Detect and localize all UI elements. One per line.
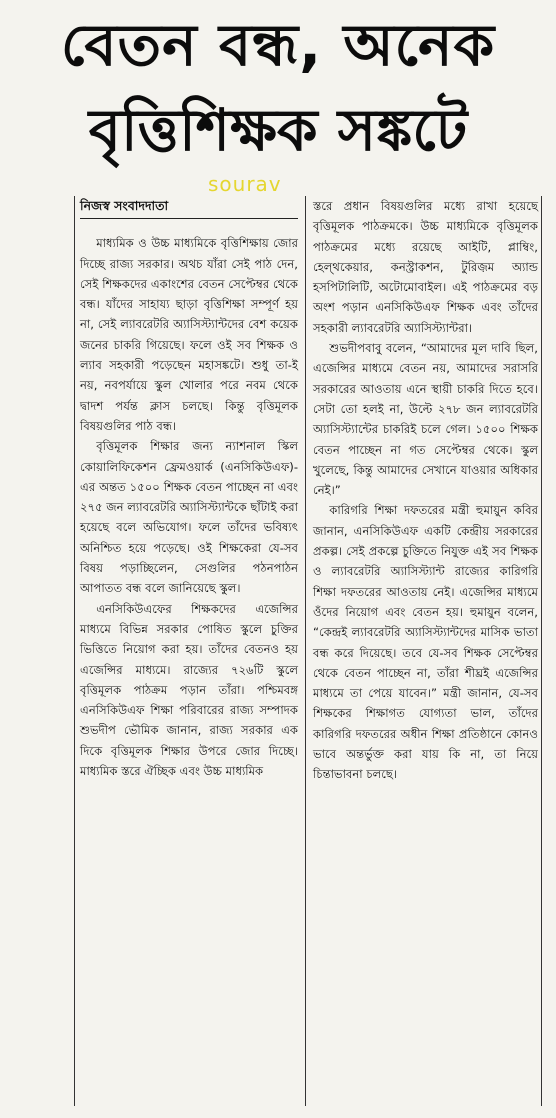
paragraph: কারিগরি শিক্ষা দফতরের মন্ত্রী হুমায়ুন কবির জানান, এনসিকিউএফ একটি কেন্দ্রীয় সরকারের প্রকল্প। সেই প্রকল্পে চুক্তিতে নিযুক্ত এই সব শিক্ষক ও ল্যাবরেটরি অ্যাসিস্ট্যান্ট রাজ্যের কারিগরি শিক্ষা দফতরের আওতায় নেই। এজেন্সির মাধ্যমে ওঁদের নিয়োগ এবং বেতন হয়। হুমায়ুন বলেন, “কেন্দ্রই ল্যাবরেটরি অ্যাসিস্ট্যান্টদের মাসিক ভাতা বন্ধ করে দিয়েছে। তবে যে-সব শিক্ষক সেপ্টেম্বর থেকে বেতন পাচ্ছেন না, তাঁরা শীঘ্রই এজেন্সির মাধ্যমে তা পেয়ে যাবেন।” মন্ত্রী জানান, যে-সব শিক্ষকের শিক্ষাগত যোগ্যতা ভাল, তাঁদের কারিগরি দফতরের অধীন শিক্ষা প্রতিষ্ঠানে কোনও ভাবে অন্তর্ভুক্ত করা যায় কি না, তা নিয়ে চিন্তাভাবনা চলছে। <box>313 503 538 782</box>
watermark-text: sourav <box>208 172 282 196</box>
column-divider-left <box>74 196 75 1106</box>
headline-line-2: বৃত্তিশিক্ষক সঙ্কটে <box>88 96 468 164</box>
column-divider-right <box>541 196 542 1106</box>
paragraph: শুভদীপবাবু বলেন, “আমাদের মূল দাবি ছিল, এজেন্সির মাধ্যমে বেতন নয়, আমাদের সরাসরি সরকারের আওতায় এনে স্থায়ী চাকরি দিতে হবে। সেটা তো হলই না, উল্টে ২৭৮ জন ল্যাবরেটরি অ্যাসিস্ট্যান্টের চাকরিই চলে গেল। ১৫০০ শিক্ষক বেতন পাচ্ছেন না গত সেপ্টেম্বর থেকে। স্কুল খুলেছে, কিন্তু আমাদের সেখানে যাওয়ার অধিকার নেই।” <box>313 341 538 498</box>
paragraph: বৃত্তিমূলক শিক্ষার জন্য ন্যাশনাল স্কিল কোয়ালিফিকেশন ফ্রেমওয়ার্ক (এনসিকিউএফ)-এর অন্তত ১৫০০ শিক্ষক বেতন পাচ্ছেন না এবং ২৭৫ জন ল্যাবরেটরি অ্যাসিস্ট্যান্টকে ছাঁটাই করা হয়েছে বলে অভিযোগ। ফলে তাঁদের ভবিষ্যৎ অনিশ্চিত হয়ে পড়েছে। ওই শিক্ষকেরা যে-সব বিষয় পড়াচ্ছিলেন, সেগুলির পঠনপাঠন আপাতত বন্ধ বলে জানিয়েছে স্কুল। <box>80 439 299 596</box>
paragraph: স্তরে প্রধান বিষয়গুলির মধ্যে রাখা হয়েছে বৃত্তিমূলক পাঠক্রমকে। উচ্চ মাধ্যমিকে বৃত্তিমূলক পাঠক্রমের মধ্যে রয়েছে আইটি, প্লাম্বিং, হেল্থকেয়ার, কনস্ট্রাকশন, টুরিজ়ম অ্যান্ড হসপিটালিটি, অটোমোবাইল। এই পাঠক্রমের বড় অংশ পড়ান এনসিকিউএফ শিক্ষক এবং তাঁদের সহকারী ল্যাবরেটরি অ্যাসিস্ট্যান্টরা। <box>313 199 538 335</box>
adjacent-column-fragment-left <box>0 196 14 1106</box>
article-column-1 <box>80 196 298 781</box>
column-divider <box>305 196 306 1106</box>
paragraph: মাধ্যমিক ও উচ্চ মাধ্যমিকে বৃত্তিশিক্ষায় জোর দিচ্ছে রাজ্য সরকার। অথচ যাঁরা সেই পাঠ দেন, সেই শিক্ষকদের একাংশের বেতন সেপ্টেম্বর থেকে বন্ধ। যাঁদের সাহায্য ছাড়া বৃত্তিশিক্ষা সম্পূর্ণ হয় না, সেই ল্যাবরেটরি অ্যাসিস্ট্যান্টদের বেশ কয়েক জনের চাকরি গিয়েছে। ফলে ওই সব শিক্ষক ও ল্যাব সহকারী পড়েছেন মহাসঙ্কটে। শুধু তা-ই নয়, নবপর্যায়ে স্কুল খোলার পরে নবম থেকে দ্বাদশ পর্যন্ত ক্লাস চলছে। কিন্তু বৃত্তিমূলক বিষয়গুলির পাঠ বন্ধ। <box>80 236 298 433</box>
paragraph: এনসিকিউএফের শিক্ষকদের এজেন্সির মাধ্যমে বিভিন্ন সরকার পোষিত স্কুলে চুক্তির ভিত্তিতে নিয়োগ করা হয়। তাঁদের বেতনও হয় এজেন্সির মাধ্যমে। রাজ্যের ৭২৬টি স্কুলে বৃত্তিমূলক পাঠক্রম পড়ান তাঁরা। পশ্চিমবঙ্গ এনসিকিউএফ শিক্ষা পরিবারের রাজ্য সম্পাদক শুভদীপ ভৌমিক জানান, রাজ্য সরকার এক দিকে বৃত্তিমূলক শিক্ষার উপরে জোর দিচ্ছে। মাধ্যমিক স্তরে ঐচ্ছিক এবং উচ্চ মাধ্যমিক <box>80 601 298 779</box>
article-column-2 <box>313 196 538 785</box>
headline-line-1: বেতন বন্ধ, অনেক <box>60 11 496 79</box>
adjacent-column-fragment-right <box>542 196 556 1106</box>
byline: নিজস্ব সংবাদদাতা <box>80 196 298 219</box>
